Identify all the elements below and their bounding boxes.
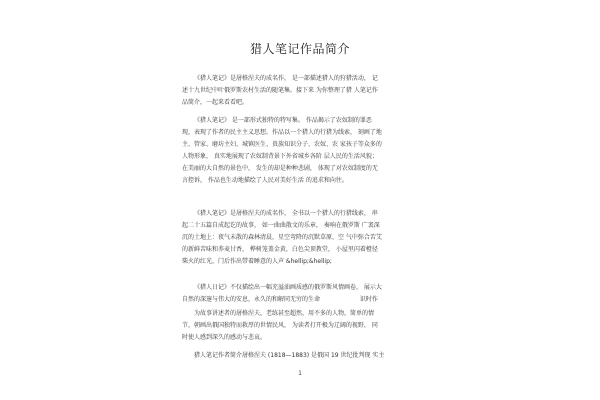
paragraph-stories [182, 208, 420, 268]
text-line: 《猎人日记》不仅描绘出一幅充溢油画质感的俄罗斯风情画卷， 展示大 [194, 284, 382, 291]
text-line: 在美丽的大自然的景色中， 发生的却是种种悲剧， 体现了对农奴制度的无 [182, 165, 378, 172]
text-line: 起二十五篇自成起讫的故事， 如一曲曲散文的乐章， 奏响在俄罗斯 广袤深 [182, 222, 380, 229]
text-line: 的新鲜苦味和荞麦甘香， 桦树笼盖金黄，白色尖顶教堂， 小屋里闪着橙径 [182, 246, 378, 253]
text-line: 柴火的红光，门后作出带着睡意的人声 &hellip;&hellip; [182, 258, 332, 265]
text-line: 为故事讲述者的屠格涅夫，老练甚至超然，用不多的人物，简单的情 [194, 310, 375, 317]
text-line: 沉的土地上：夜气未散的森林清晨，星空弯降的沉默草原，空 气中弥合苦艾 [182, 234, 382, 241]
page-title: 猎人笔记作品简介 [249, 42, 350, 56]
text-line: 《猎人笔记》是屠格涅夫的成名作， 是一部描述猎人的狩猎活动， 记 [194, 75, 378, 82]
text-line: 节，朝画出俄国独特而救厚的世情民风， 为读者打开极为辽阔的视野， 同 [182, 322, 378, 329]
text-line: 品简介，一起来看看吧。 [182, 99, 249, 106]
text-line [182, 294, 420, 306]
text-line: 主、管家、磨坊主妇、城镇医生、贵族知识分子、农奴、农 家孩子等众多的 [182, 141, 382, 148]
text-line: 述十九世纪中叶俄罗斯农村生活的随笔集。接下来 为你整理了猎 人笔记作 [182, 87, 378, 94]
paragraph-author [182, 350, 420, 362]
page-number: 1 [298, 370, 302, 377]
text-line: 《猎人笔记》是屠格涅夫的成名作， 全书以一个猎人的行猎线索， 串 [194, 210, 378, 217]
text-line: 言控诉， 作品也生动地描绘了人民对美好生活 的追求和向往。 [182, 177, 348, 184]
paragraph-diary [182, 282, 420, 306]
paragraph-narrator [182, 308, 420, 344]
paragraph-form [182, 115, 420, 187]
paragraph-intro [182, 73, 420, 109]
text-line: 猎人笔记作者简介屠格涅夫 (1818—1883) 是俄国 19 世纪批判现 实主 [194, 352, 385, 359]
margin-fragment: 识时作 [359, 296, 378, 303]
text-line: 时使人感到深久的感动与悲哀。 [182, 334, 267, 341]
text-line: 人物形象， 真实地展现了农奴制背景下外省城乡各阶 层人民的生活风貌； [182, 153, 378, 160]
text-line: 《猎人笔记》 是一部形式独特的特写集。 作品揭示了农奴制的罪恶 [194, 117, 372, 124]
text-line: 现，表现了作者的民主主义思想。作品以一个猎人的行猎为线索， 刻画了地 [182, 129, 382, 136]
text-fragment: 自然的深邃与伟大的安息，永久的和解同无穷的生命 [182, 296, 322, 303]
